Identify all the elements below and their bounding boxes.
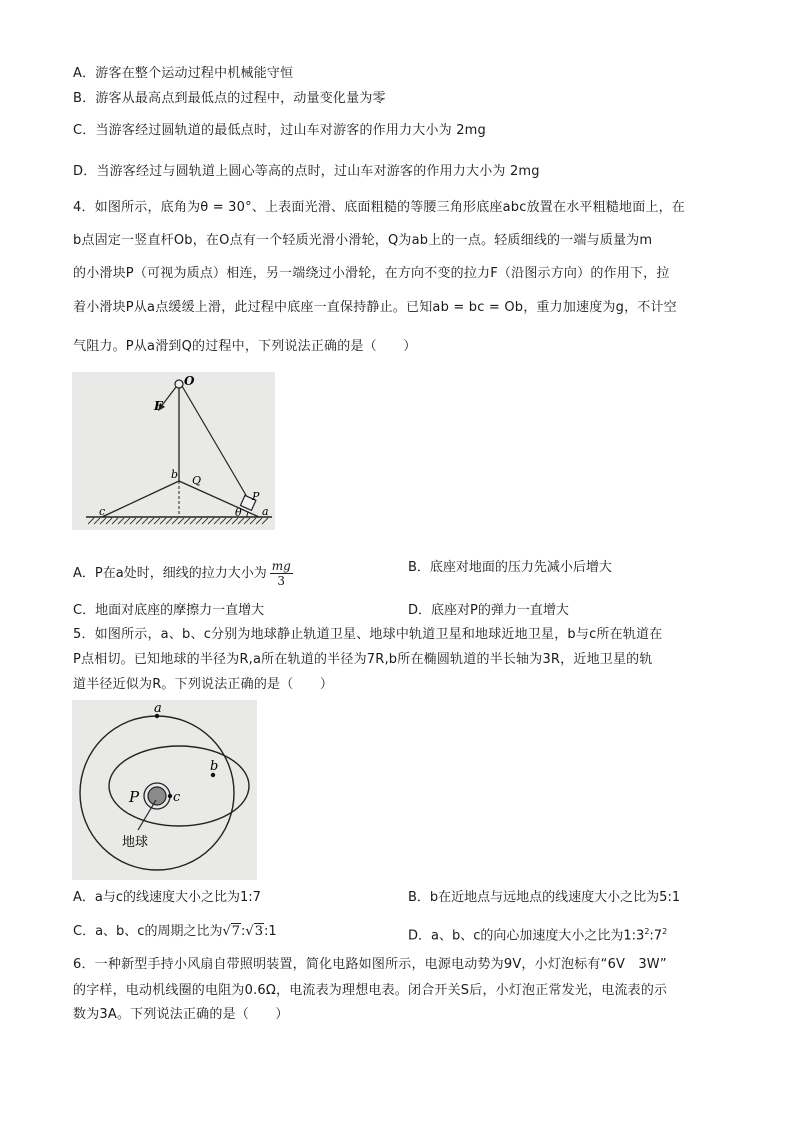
sqrt-3: √3	[245, 924, 263, 939]
label-b: b	[210, 759, 219, 774]
q4-incline-pulley-figure	[72, 372, 275, 530]
label-f: F	[154, 399, 163, 413]
sqrt-7: √7	[222, 924, 241, 939]
q5-stem-line-1: 5．如图所示，a、b、c分别为地球静止轨道卫星、地球中轨道卫星和地球近地卫星，b与c所在轨道在	[73, 627, 663, 642]
q4-stem-line-4: 着小滑块P从a点缓缓上滑，此过程中底座一直保持静止。已知ab = bc = Ob，重力加速度为g，不计空	[73, 300, 677, 315]
q4-option-a	[73, 559, 293, 588]
fraction-numerator: mg	[271, 559, 291, 573]
label-c: c	[99, 505, 106, 518]
orbit-b	[109, 746, 249, 826]
label-q: Q	[192, 474, 202, 487]
q3-option-a: A．游客在整个运动过程中机械能守恒	[73, 66, 294, 81]
q5-option-b: B．b在近地点与远地点的线速度大小之比为5:1	[408, 890, 681, 905]
label-theta: θ	[235, 506, 242, 519]
q6-stem-line-1: 6．一种新型手持小风扇自带照明装置，简化电路如图所示，电源电动势为9V，小灯泡标有“6V 3W”	[73, 957, 667, 972]
q4-option-a-text: A．P在a处时，细线的拉力大小为	[73, 566, 267, 581]
orbit-diagram	[72, 700, 257, 880]
q4-option-c: C．地面对底座的摩擦力一直增大	[73, 603, 265, 618]
label-p: P	[129, 788, 140, 806]
label-p: P	[252, 490, 260, 503]
q4-stem-line-3: 的小滑块P（可视为质点）相连，另一端绕过小滑轮，在方向不变的拉力F（沿图示方向）的作用下，拉	[73, 266, 670, 281]
label-a: a	[262, 505, 269, 518]
q5-option-d-text: D．a、b、c的向心加速度大小之比为1:3	[408, 928, 645, 944]
fraction-mg-over-3	[270, 559, 293, 588]
q3-option-b: B．游客从最高点到最低点的过程中，动量变化量为零	[73, 91, 386, 106]
earth	[148, 787, 166, 805]
label-earth: 地球	[122, 835, 149, 850]
q5-option-a: A．a与c的线速度大小之比为1:7	[73, 890, 261, 905]
q6-stem-line-2: 的字样，电动机线圈的电阻为0.6Ω，电流表为理想电表。闭合开关S后，小灯泡正常发光，电流表的示	[73, 983, 668, 998]
q5-orbit-figure	[72, 700, 257, 880]
q4-stem-line-2: b点固定一竖直杆Ob，在O点有一个轻质光滑小滑轮，Q为ab上的一点。轻质细线的一端与质量为m	[73, 233, 653, 248]
q5-option-d	[408, 923, 667, 945]
label-a: a	[154, 701, 162, 716]
q6-stem-line-3: 数为3A。下列说法正确的是（ ）	[73, 1007, 289, 1022]
q5-option-c: C．a、b、c的周期之比为√7:√3:1	[73, 924, 277, 939]
q5-stem-line-2: P点相切。已知地球的半径为R,a所在轨道的半径为7R,b所在椭圆轨道的半长轴为3R，近地卫星的轨	[73, 652, 653, 667]
exponent: 2	[662, 927, 668, 936]
q4-option-b: B．底座对地面的压力先减小后增大	[408, 560, 612, 575]
q3-option-c: C．当游客经过圆轨道的最低点时，过山车对游客的作用力大小为 2mg	[73, 123, 486, 138]
q4-stem-line-5: 气阻力。P从a滑到Q的过程中，下列说法正确的是（ ）	[73, 339, 417, 354]
ratio-mid: :7	[649, 928, 663, 944]
q5-stem-line-3: 道半径近似为R。下列说法正确的是（ ）	[73, 677, 334, 692]
label-o: O	[184, 374, 195, 388]
label-b: b	[171, 468, 179, 481]
fraction-denominator: 3	[277, 574, 286, 588]
q5-option-c-text: C．a、b、c的周期之比为	[73, 924, 223, 939]
ratio-tail: :1	[264, 924, 277, 939]
q4-option-d: D．底座对P的弹力一直增大	[408, 603, 569, 618]
label-c: c	[173, 790, 181, 805]
incline-diagram	[72, 372, 275, 530]
exponent: 2	[644, 927, 650, 936]
q3-option-d: D．当游客经过与圆轨道上圆心等高的点时，过山车对游客的作用力大小为 2mg	[73, 164, 540, 179]
q4-stem-line-1: 4．如图所示，底角为θ = 30°、上表面光滑、底面粗糙的等腰三角形底座abc放置在水平粗糙地面上，在	[73, 200, 685, 215]
